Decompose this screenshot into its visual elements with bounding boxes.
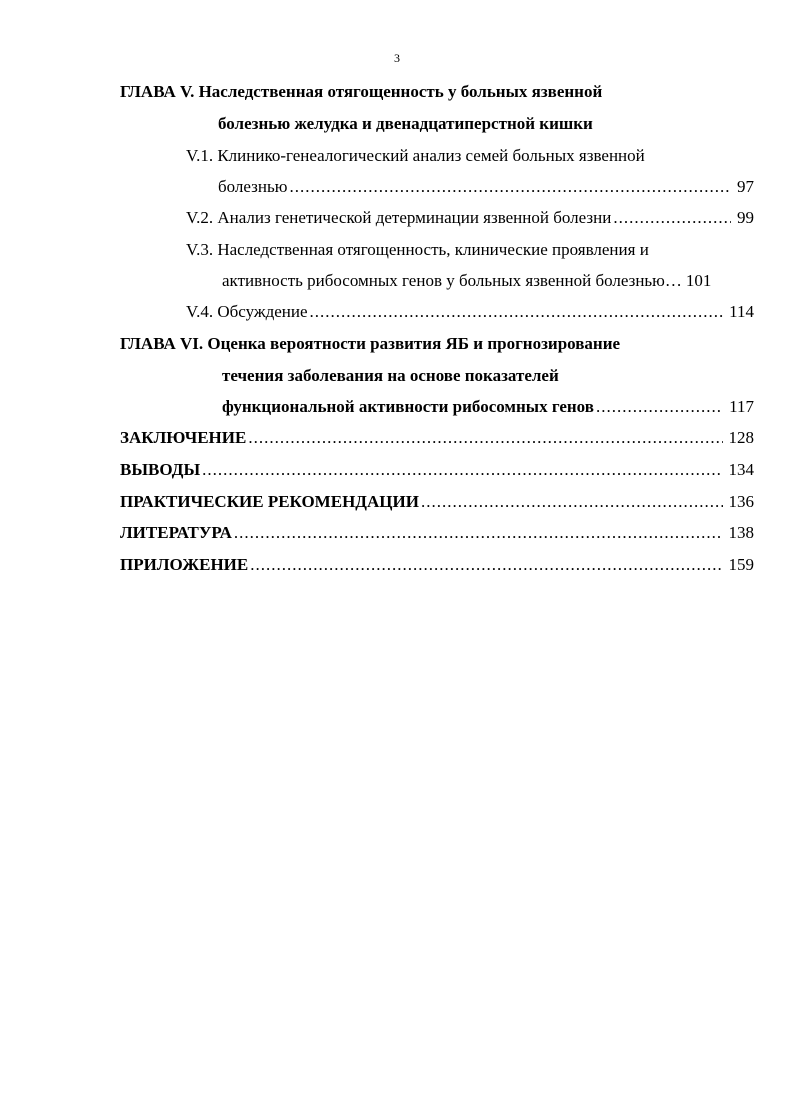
toc-entry-label: V.2. Анализ генетической детерминации язвенной болезни: [186, 208, 612, 227]
toc-entry-literature: [120, 523, 754, 543]
toc-entry-label: ПРИЛОЖЕНИЕ: [120, 555, 249, 574]
toc-entry-5-4: [186, 302, 754, 322]
toc-page-number: 138: [728, 523, 754, 542]
toc-entry-label: ВЫВОДЫ: [120, 460, 201, 479]
toc-entry-label: активность рибосомных генов у больных язвенной болезнью…: [222, 271, 682, 290]
toc-page-number: 114: [729, 302, 754, 321]
toc-entry-5-1: [218, 177, 754, 197]
toc-entry-label: болезнью: [218, 177, 288, 196]
toc-entry-5-2: [186, 208, 754, 228]
toc-entry-label: ЛИТЕРАТУРА: [120, 523, 232, 542]
toc-entry-findings: [120, 460, 754, 480]
toc-entry-5-3: [222, 271, 754, 291]
dot-leader: [248, 428, 722, 448]
dot-leader: [250, 555, 722, 575]
toc-page-number: 117: [729, 397, 754, 416]
chapter-6-title-line-2: течения заболевания на основе показателей: [222, 366, 559, 385]
dot-leader: [596, 397, 723, 417]
dot-leader: [310, 302, 724, 322]
toc-entry-label: ЗАКЛЮЧЕНИЕ: [120, 428, 247, 447]
toc-page-number: 97: [737, 177, 754, 196]
chapter-5-title-line-1: ГЛАВА V. Наследственная отягощенность у больных язвенной: [120, 82, 603, 101]
dot-leader: [202, 460, 722, 480]
chapter-5-title-line-2: болезнью желудка и двенадцатиперстной кишки: [218, 114, 593, 133]
page-number: 3: [394, 51, 400, 65]
toc-page-number: 128: [728, 428, 754, 447]
toc-entry-label: V.4. Обсуждение: [186, 302, 308, 321]
toc-entry-recommendations: [120, 492, 754, 512]
toc-entry-chapter-6: [222, 397, 754, 417]
toc-entry-label: функциональной активности рибосомных генов: [222, 397, 594, 416]
toc-page-number: 101: [685, 271, 712, 290]
chapter-6-title-line-1: ГЛАВА VI. Оценка вероятности развития ЯБ и прогнозирование: [120, 334, 621, 353]
dot-leader: [234, 523, 723, 543]
dot-leader: [289, 177, 731, 197]
toc-page-number: 136: [728, 492, 754, 511]
toc-entry-appendix: [120, 555, 754, 575]
toc-entry-5-3-line-1: V.3. Наследственная отягощенность, клинические проявления и: [186, 240, 649, 259]
toc-entry-conclusion: [120, 428, 754, 448]
dot-leader: [613, 208, 731, 228]
toc-page-number: 159: [728, 555, 754, 574]
dot-leader: [421, 492, 723, 512]
toc-entry-label: ПРАКТИЧЕСКИЕ РЕКОМЕНДАЦИИ: [120, 492, 419, 511]
toc-page-number: 134: [728, 460, 754, 479]
toc-entry-5-1-line-1: V.1. Клинико-генеалогический анализ семей больных язвенной: [186, 146, 645, 165]
toc-page-number: 99: [737, 208, 754, 227]
